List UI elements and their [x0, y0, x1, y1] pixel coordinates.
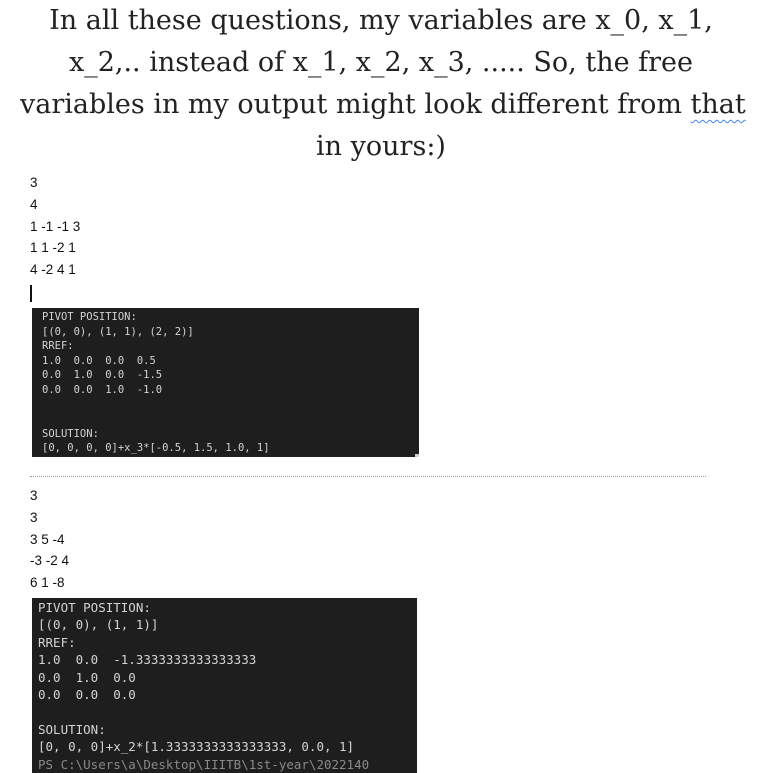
note-line-2: x_2,.. instead of x_1, x_2, x_3, ..... So, the free	[68, 47, 694, 78]
text-cursor	[30, 285, 32, 302]
output-line: PIVOT POSITION:	[38, 600, 151, 615]
output-line: SOLUTION:	[42, 427, 99, 440]
input-line: 3 5 -4	[30, 531, 65, 547]
output-line: 1.0 0.0 0.0 0.5	[42, 354, 156, 367]
note-line-1: In all these questions, my variables are x_0, x_1,	[49, 5, 713, 36]
input-line: 1 -1 -1 3	[30, 218, 81, 234]
spellcheck-flagged-word[interactable]: that	[690, 89, 746, 120]
output-line	[38, 703, 417, 720]
output-line: [(0, 0), (1, 1), (2, 2)]	[42, 325, 194, 338]
dotted-separator	[30, 476, 706, 477]
input-line: 3	[30, 509, 38, 525]
example1-terminal-output	[32, 308, 419, 457]
example1-input	[30, 172, 80, 281]
output-line: [(0, 0), (1, 1)]	[38, 617, 159, 633]
input-line: 1 1 -2 1	[30, 240, 76, 256]
output-line: [0, 0, 0]+x_2*[1.3333333333333333, 0.0, 1]	[38, 739, 355, 755]
input-line: 4	[30, 196, 38, 212]
input-line: 4 -2 4 1	[30, 262, 76, 278]
output-line: 0.0 0.0 1.0 -1.0	[42, 383, 163, 396]
screenshot-edge	[415, 454, 419, 457]
output-line: 0.0 1.0 0.0	[38, 669, 136, 685]
explanatory-note	[20, 0, 746, 168]
output-line	[42, 412, 419, 427]
output-line: [0, 0, 0, 0]+x_3*[-0.5, 1.5, 1.0, 1]	[42, 442, 270, 455]
input-line: -3 -2 4	[30, 553, 70, 569]
note-line-3	[20, 84, 746, 126]
note-line-3-text: variables in my output might look different from	[20, 89, 691, 120]
output-line	[42, 398, 419, 413]
terminal-prompt-cut-off: PS C:\Users\a\Desktop\IIITB\1st-year\2022140	[38, 756, 370, 772]
example2-terminal-output	[32, 598, 417, 773]
output-line: RREF:	[38, 634, 76, 650]
output-line: 0.0 0.0 0.0	[38, 687, 136, 703]
output-line: RREF:	[42, 340, 74, 353]
output-line: 0.0 1.0 0.0 -1.5	[42, 369, 163, 382]
input-line: 3	[30, 488, 38, 503]
input-line: 6 1 -8	[30, 575, 65, 591]
output-line: SOLUTION:	[38, 721, 106, 737]
output-line: PIVOT POSITION:	[42, 311, 137, 323]
input-line: 3	[30, 175, 38, 190]
output-line: 1.0 0.0 -1.3333333333333333	[38, 652, 257, 668]
example2-input	[30, 485, 69, 594]
note-line-4: in yours:)	[316, 131, 446, 162]
